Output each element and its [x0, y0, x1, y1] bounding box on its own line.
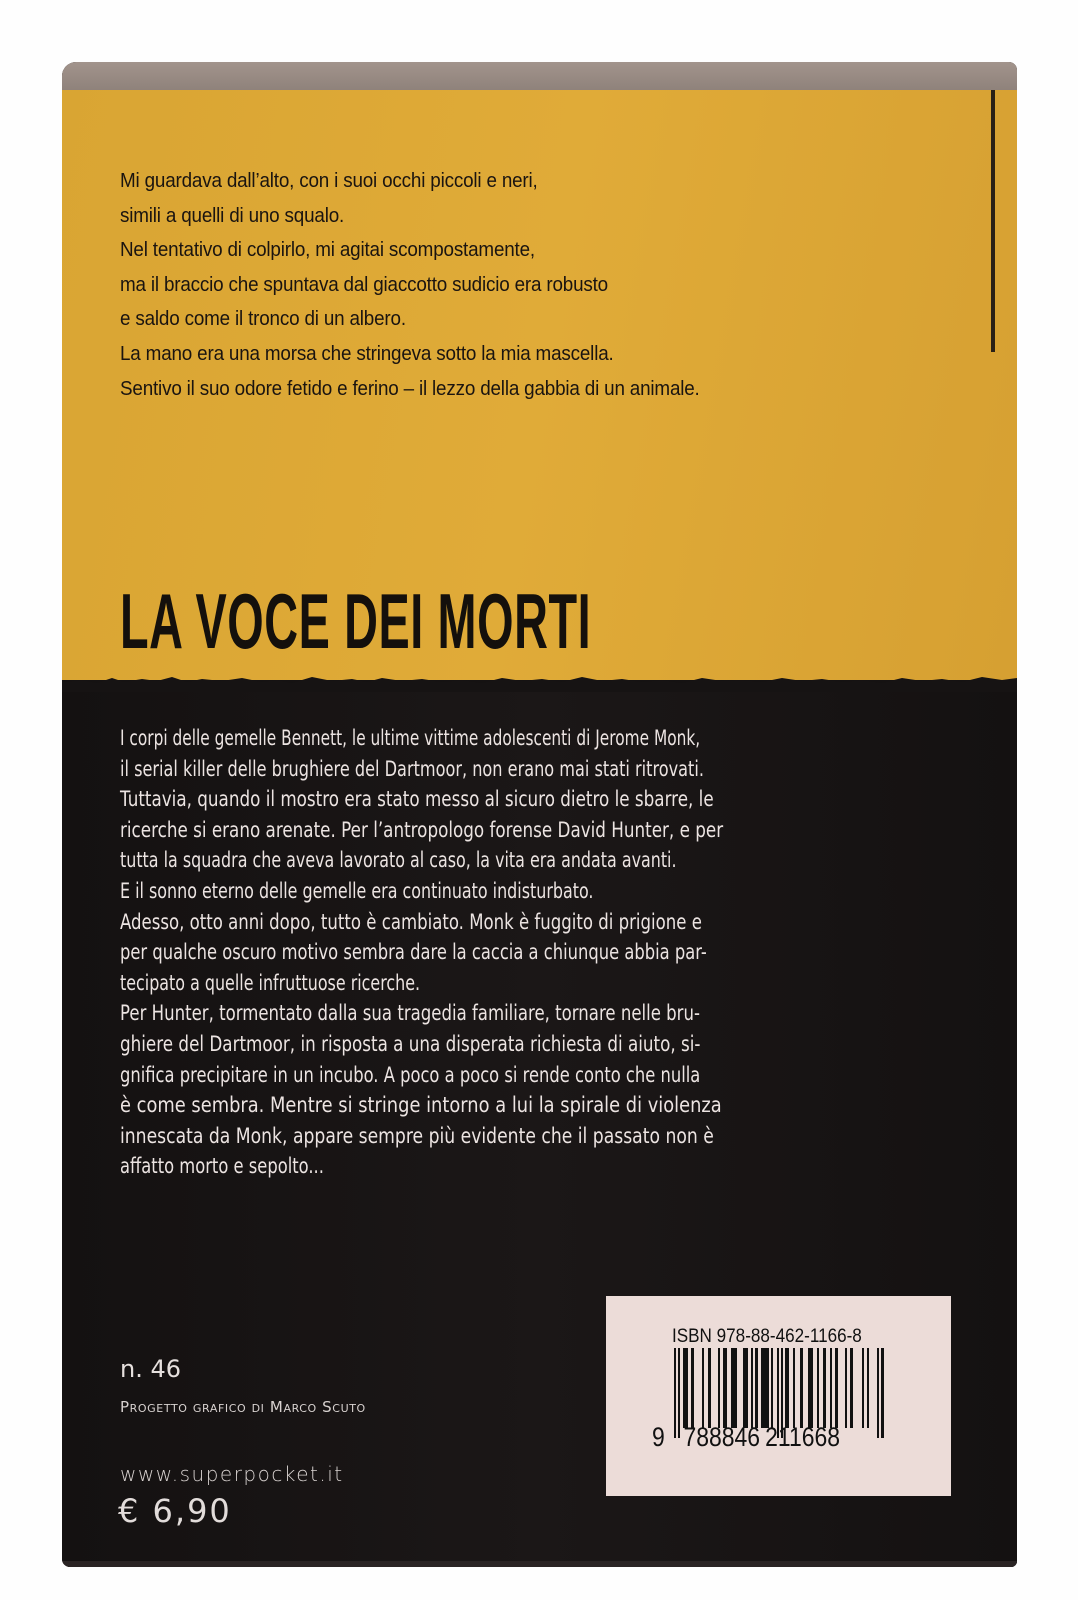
blurb-line: Adesso, otto anni dopo, tutto è cambiato. Monk è fuggito di prigione e [120, 909, 702, 935]
blurb-line: ghiere del Dartmoor, in risposta a una disperata richiesta di aiuto, si- [120, 1031, 701, 1057]
excerpt-line: ma il braccio che spuntava dal giaccotto sudicio era robusto [120, 272, 608, 296]
book-bottom-edge [62, 1561, 1017, 1567]
blurb-line: E il sonno eterno delle gemelle era continuato indisturbato. [120, 878, 594, 904]
excerpt-line: simili a quelli di uno squalo. [120, 203, 345, 227]
blurb-line: tecipato a quelle infruttuose ricerche. [120, 970, 421, 996]
ean-right-group: 211668 [765, 1422, 841, 1452]
publisher-website: www.superpocket.it [120, 1462, 344, 1486]
blurb-line: ricerche si erano arenate. Per l’antropologo forense David Hunter, e per [120, 817, 724, 843]
price: € 6,90 [118, 1492, 232, 1530]
blurb-line: affatto morto e sepolto... [120, 1154, 324, 1180]
excerpt-line: Mi guardava dall’alto, con i suoi occhi piccoli e neri, [120, 169, 538, 192]
series-number: n. 46 [120, 1355, 182, 1383]
blurb-line: il serial killer delle brughiere del Dartmoor, non erano mai stati ritrovati. [120, 756, 704, 782]
blurb-line: Tuttavia, quando il mostro era stato messo al sicuro dietro le sbarre, le [120, 787, 714, 813]
excerpt-line: La mano era una morsa che stringeva sotto la mia mascella. [120, 341, 614, 365]
cover-edge-shadow [991, 90, 995, 352]
design-credit: Progetto grafico di Marco Scuto [120, 1398, 366, 1416]
isbn-text: ISBN 978-88-462-1166-8 [672, 1326, 862, 1347]
book-top-edge [62, 62, 1017, 91]
book-title: LA VOCE DEI MORTI [120, 577, 592, 665]
torn-edge-divider [62, 670, 1017, 692]
excerpt-line: e saldo come il tronco di un albero. [120, 307, 406, 331]
barcode-label [606, 1296, 951, 1496]
excerpt-line: Sentivo il suo odore fetido e ferino – il lezzo della gabbia di un animale. [120, 376, 700, 400]
ean-digits [652, 1422, 840, 1453]
blurb-line: è come sembra. Mentre si stringe intorno a lui la spirale di violenza [120, 1093, 722, 1119]
blurb-line: innescata da Monk, appare sempre più evidente che il passato non è [120, 1123, 714, 1149]
excerpt-quote [120, 164, 700, 406]
blurb-line: Per Hunter, tormentato dalla sua tragedia familiare, tornare nelle bru- [120, 1001, 700, 1027]
blurb-line: gnifica precipitare in un incubo. A poco a poco si rende conto che nulla [120, 1062, 701, 1088]
excerpt-line: Nel tentativo di colpirlo, mi agitai scompostamente, [120, 238, 535, 262]
blurb-line: per qualche oscuro motivo sembra dare la caccia a chiunque abbia par- [120, 940, 707, 966]
blurb-line: I corpi delle gemelle Bennett, le ultime vittime adolescenti di Jerome Monk, [120, 726, 701, 751]
ean-left-group: 788846 [683, 1422, 761, 1452]
blurb-text [120, 724, 940, 1183]
ean-first-digit: 9 [652, 1422, 665, 1452]
blurb-line: tutta la squadra che aveva lavorato al caso, la vita era andata avanti. [120, 848, 677, 874]
book-back-cover [62, 62, 1017, 1567]
